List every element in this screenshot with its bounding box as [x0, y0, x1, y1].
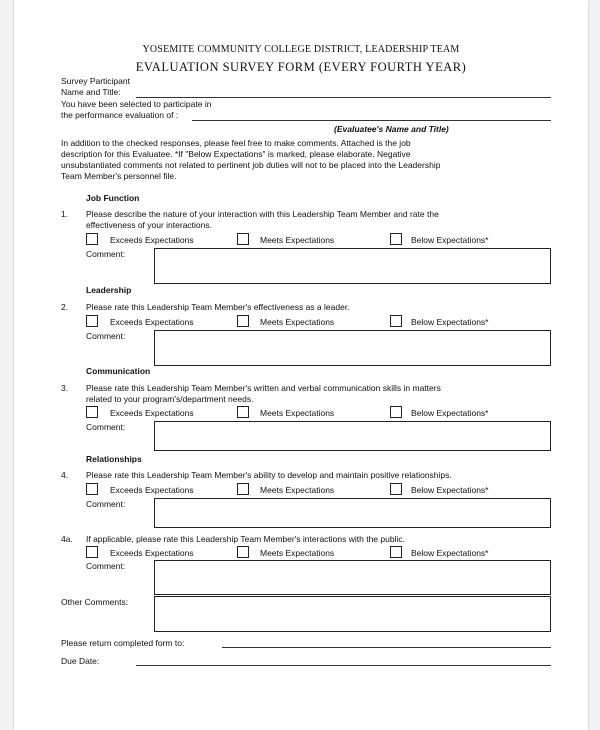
instructions-line-4: Team Member's personnel file. — [61, 171, 177, 181]
q4-below-checkbox[interactable] — [390, 483, 402, 495]
q4a-exceeds-label: Exceeds Expectations — [110, 548, 194, 558]
q4a-comment-box[interactable] — [154, 560, 551, 595]
q4a-comment-label: Comment: — [86, 561, 126, 571]
q1-comment-box[interactable] — [154, 248, 551, 284]
district-heading: YOSEMITE COMMUNITY COLLEGE DISTRICT, LEADERSHIP TEAM — [142, 44, 460, 55]
selected-text-line-1: You have been selected to participate in — [61, 99, 212, 109]
return-to-field[interactable] — [222, 647, 551, 648]
q1-meets-checkbox[interactable] — [237, 233, 249, 245]
question-1-line-1: Please describe the nature of your interaction with this Leadership Team Member and rate the — [86, 209, 439, 219]
question-4a-line-1: If applicable, please rate this Leadership Team Member's interactions with the public. — [86, 534, 405, 544]
question-4-line-1: Please rate this Leadership Team Member's ability to develop and maintain positive relationships. — [86, 470, 452, 480]
q1-meets-label: Meets Expectations — [260, 235, 335, 245]
q3-comment-box[interactable] — [154, 421, 551, 451]
question-1-line-2: effectiveness of your interactions. — [86, 220, 212, 230]
q4a-below-label: Below Expectations* — [411, 548, 489, 558]
q2-comment-label: Comment: — [86, 331, 126, 341]
return-form-label: Please return completed form to: — [61, 638, 185, 648]
survey-participant-label: Survey Participant — [61, 76, 130, 86]
q4-meets-label: Meets Expectations — [260, 485, 335, 495]
q3-exceeds-label: Exceeds Expectations — [110, 408, 194, 418]
q3-meets-label: Meets Expectations — [260, 408, 335, 418]
section-heading-relationships: Relationships — [86, 454, 142, 464]
form-page — [14, 0, 588, 730]
due-date-field[interactable] — [136, 665, 551, 666]
q4-comment-box[interactable] — [154, 498, 551, 528]
q4-exceeds-checkbox[interactable] — [86, 483, 98, 495]
question-2-line-1: Please rate this Leadership Team Member's effectiveness as a leader. — [86, 302, 350, 312]
evaluatee-field[interactable] — [192, 120, 551, 121]
evaluatee-caption: (Evaluatee's Name and Title) — [334, 124, 449, 134]
section-heading-communication: Communication — [86, 366, 151, 376]
section-heading-job-function: Job Function — [86, 193, 140, 203]
q3-below-checkbox[interactable] — [390, 406, 402, 418]
selected-text-line-2: the performance evaluation of : — [61, 110, 179, 120]
q4a-exceeds-checkbox[interactable] — [86, 546, 98, 558]
q2-comment-box[interactable] — [154, 330, 551, 366]
q4a-meets-checkbox[interactable] — [237, 546, 249, 558]
q1-exceeds-label: Exceeds Expectations — [110, 235, 194, 245]
due-date-label: Due Date: — [61, 656, 100, 666]
q2-meets-label: Meets Expectations — [260, 317, 335, 327]
q2-below-label: Below Expectations* — [411, 317, 489, 327]
question-number-2: 2. — [61, 302, 69, 312]
q1-comment-label: Comment: — [86, 249, 126, 259]
instructions-line-2: description for this Evaluatee. *If "Below Expectations" is marked, please elaborate. Negative — [61, 149, 411, 159]
question-number-3: 3. — [61, 383, 69, 393]
question-3-line-2: related to your program's/department needs. — [86, 394, 254, 404]
q1-exceeds-checkbox[interactable] — [86, 233, 98, 245]
instructions-line-1: In addition to the checked responses, please feel free to make comments. Attached is the job — [61, 138, 411, 148]
question-number-1: 1. — [61, 209, 69, 219]
q4-meets-checkbox[interactable] — [237, 483, 249, 495]
q3-below-label: Below Expectations* — [411, 408, 489, 418]
q4-below-label: Below Expectations* — [411, 485, 489, 495]
q2-meets-checkbox[interactable] — [237, 315, 249, 327]
q2-exceeds-checkbox[interactable] — [86, 315, 98, 327]
form-title: EVALUATION SURVEY FORM (EVERY FOURTH YEAR) — [135, 60, 467, 74]
q3-comment-label: Comment: — [86, 422, 126, 432]
q1-below-checkbox[interactable] — [390, 233, 402, 245]
section-heading-leadership: Leadership — [86, 285, 132, 295]
q3-meets-checkbox[interactable] — [237, 406, 249, 418]
question-number-4: 4. — [61, 470, 69, 480]
name-title-field[interactable] — [136, 97, 551, 98]
q4a-meets-label: Meets Expectations — [260, 548, 335, 558]
q4-exceeds-label: Exceeds Expectations — [110, 485, 194, 495]
q1-below-label: Below Expectations* — [411, 235, 489, 245]
q3-exceeds-checkbox[interactable] — [86, 406, 98, 418]
q4a-below-checkbox[interactable] — [390, 546, 402, 558]
q2-exceeds-label: Exceeds Expectations — [110, 317, 194, 327]
question-3-line-1: Please rate this Leadership Team Member's written and verbal communication skills in matters — [86, 383, 441, 393]
instructions-line-3: unsubstantiated comments not related to pertinent job duties will not to be placed into the Leadership — [61, 160, 441, 170]
other-comments-label: Other Comments: — [61, 597, 129, 607]
q4-comment-label: Comment: — [86, 499, 126, 509]
name-title-label: Name and Title: — [61, 87, 121, 97]
q2-below-checkbox[interactable] — [390, 315, 402, 327]
other-comments-box[interactable] — [154, 596, 551, 632]
question-number-4a: 4a. — [61, 534, 73, 544]
